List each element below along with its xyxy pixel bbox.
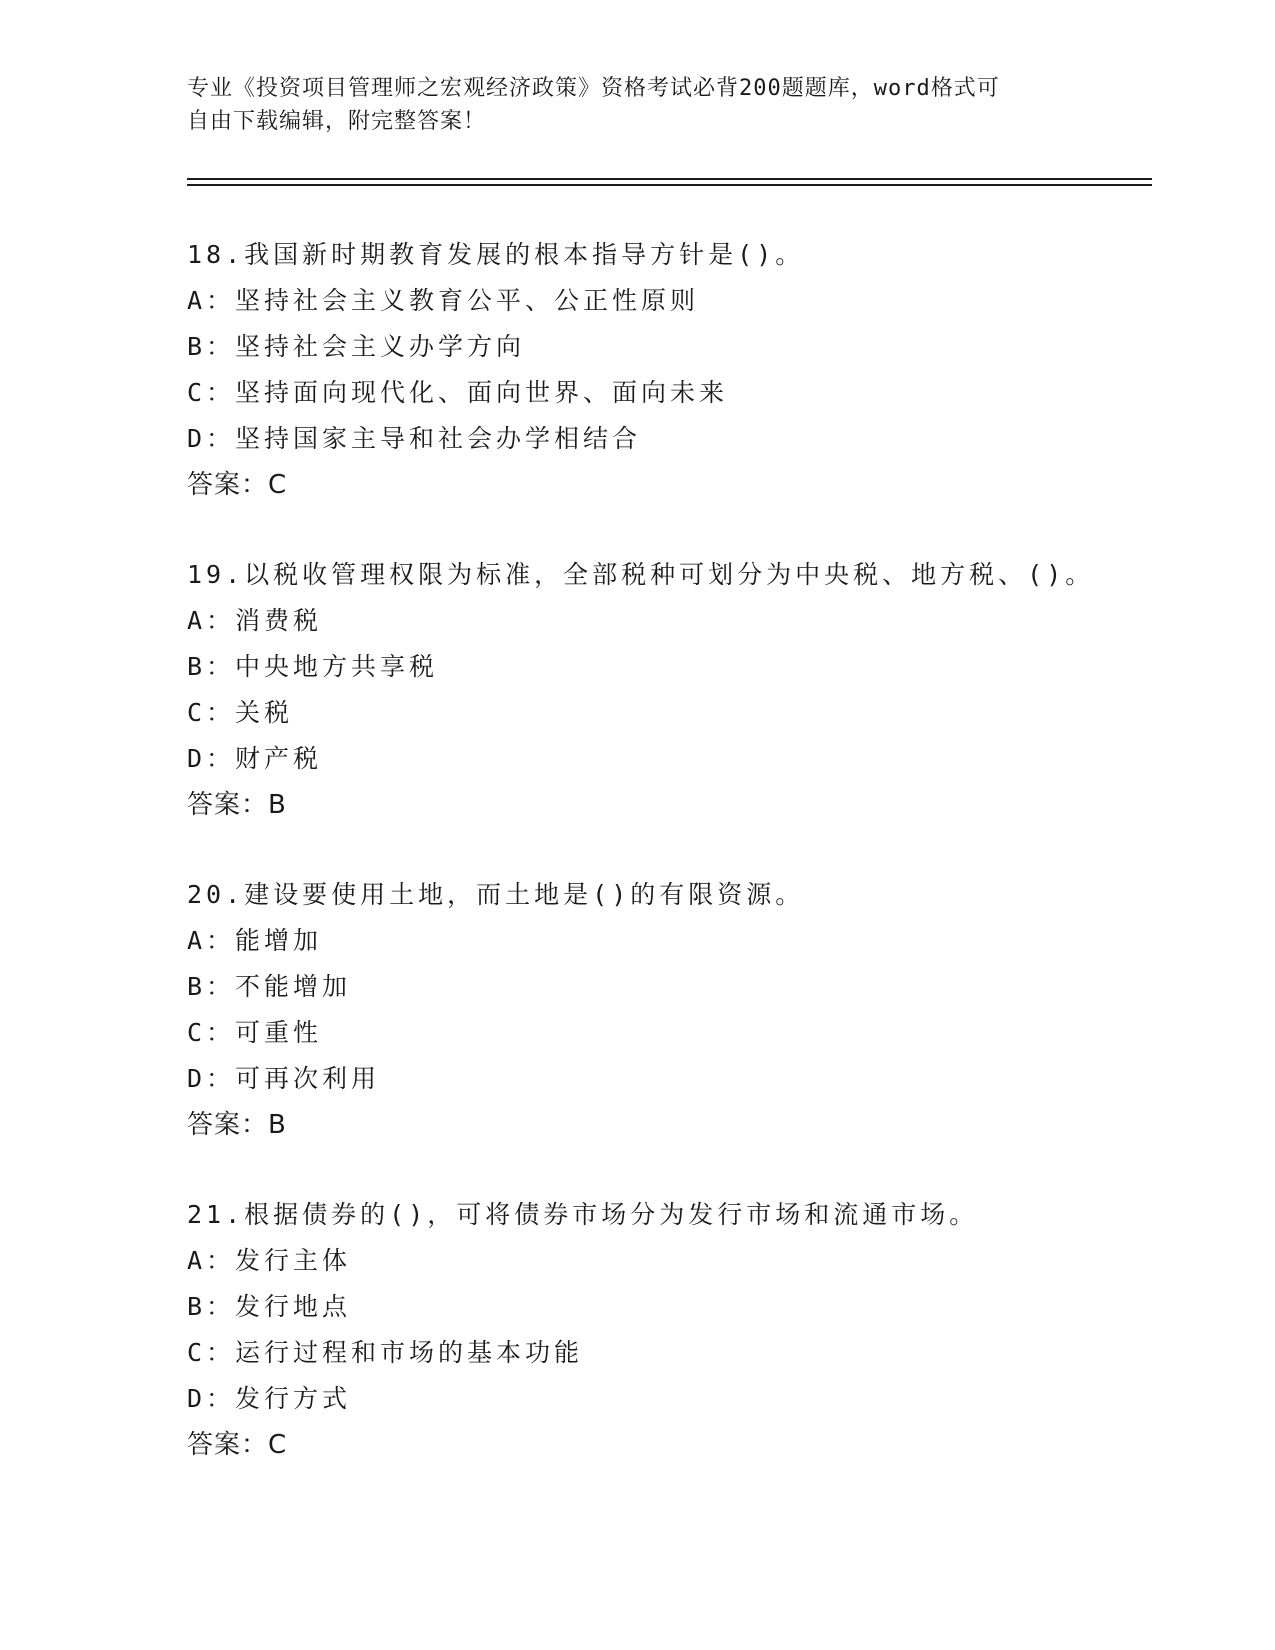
header-divider-bottom xyxy=(187,184,1152,186)
question-stem: 19.以税收管理权限为标准，全部税种可划分为中央税、地方税、()。 xyxy=(187,560,1095,589)
option-d: D：可再次利用 xyxy=(187,1064,381,1093)
option-b: B：坚持社会主义办学方向 xyxy=(187,332,526,361)
document-header xyxy=(187,72,1087,138)
answer: 答案：B xyxy=(187,1110,287,1140)
option-c: C：可重性 xyxy=(187,1018,323,1047)
question-18 xyxy=(187,232,1167,508)
answer: 答案：C xyxy=(187,1430,288,1460)
option-c: C：运行过程和市场的基本功能 xyxy=(187,1338,584,1367)
option-c: C：坚持面向现代化、面向世界、面向未来 xyxy=(187,378,729,407)
option-a: A：能增加 xyxy=(187,926,323,955)
question-stem: 20.建设要使用土地，而土地是()的有限资源。 xyxy=(187,880,805,909)
option-b: B：中央地方共享税 xyxy=(187,652,439,681)
answer: 答案：B xyxy=(187,790,287,820)
answer: 答案：C xyxy=(187,470,288,500)
option-c: C：关税 xyxy=(187,698,294,727)
question-21 xyxy=(187,1192,1167,1468)
option-a: A：坚持社会主义教育公平、公正性原则 xyxy=(187,286,700,315)
header-line-1: 专业《投资项目管理师之宏观经济政策》资格考试必背200题题库，word格式可 xyxy=(187,76,1000,101)
header-line-2: 自由下载编辑，附完整答案！ xyxy=(187,109,487,134)
question-stem: 21.根据债券的()，可将债券市场分为发行市场和流通市场。 xyxy=(187,1200,979,1229)
option-a: A：消费税 xyxy=(187,606,323,635)
option-a: A：发行主体 xyxy=(187,1246,352,1275)
question-19 xyxy=(187,552,1167,828)
question-20 xyxy=(187,872,1167,1148)
option-d: D：坚持国家主导和社会办学相结合 xyxy=(187,424,642,453)
option-b: B：不能增加 xyxy=(187,972,352,1001)
option-d: D：发行方式 xyxy=(187,1384,352,1413)
option-b: B：发行地点 xyxy=(187,1292,352,1321)
option-d: D：财产税 xyxy=(187,744,323,773)
question-stem: 18.我国新时期教育发展的根本指导方针是()。 xyxy=(187,240,805,269)
header-divider-top xyxy=(187,178,1152,180)
